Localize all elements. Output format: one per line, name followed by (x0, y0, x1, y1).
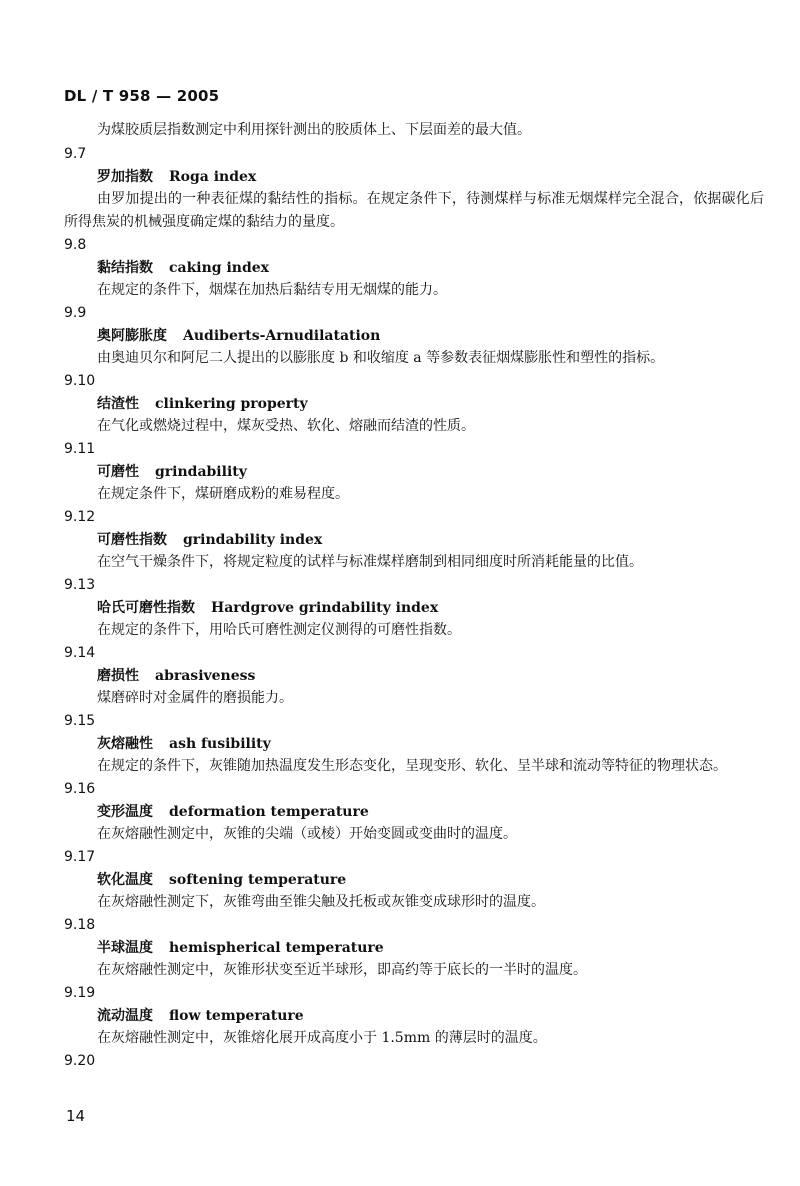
term-heading (64, 665, 764, 687)
term-english: caking index (169, 260, 269, 276)
term-definition: 在灰熔融性测定中，灰锥熔化展开成高度小于 1.5mm 的薄层时的温度。 (97, 1030, 547, 1046)
term-chinese: 半球温度 (97, 940, 153, 956)
term-definition: 在灰熔融性测定下，灰锥弯曲至锥尖触及托板或灰锥变成球形时的温度。 (97, 894, 545, 910)
term-heading (64, 529, 764, 551)
term-heading (64, 257, 764, 279)
term-chinese: 罗加指数 (97, 169, 153, 185)
clause-number: 9.12 (64, 509, 96, 525)
term-english: Hardgrove grindability index (211, 600, 439, 616)
term-definition: 在规定的条件下，用哈氏可磨性测定仪测得的可磨性指数。 (97, 622, 461, 638)
term-english: deformation temperature (169, 804, 369, 820)
clause-number: 9.10 (64, 373, 96, 389)
term-heading (64, 166, 764, 188)
term-entries-list (64, 143, 764, 1073)
term-chinese: 哈氏可磨性指数 (97, 600, 195, 616)
term-english: flow temperature (169, 1008, 304, 1024)
term-definition: 在规定条件下，煤研磨成粉的难易程度。 (97, 486, 349, 502)
term-chinese: 灰熔融性 (97, 736, 153, 752)
clause-number: 9.7 (64, 146, 87, 162)
term-definition: 由罗加提出的一种表征煤的黏结性的指标。在规定条件下，待测煤样与标准无烟煤样完全混合，依据碳化后所得焦炭的机械强度确定煤的黏结力的量度。 (64, 191, 764, 230)
term-chinese: 磨损性 (97, 668, 139, 684)
term-heading (64, 325, 764, 347)
term-entry (64, 982, 764, 1050)
term-heading (64, 461, 764, 483)
term-definition: 煤磨碎时对金属件的磨损能力。 (97, 690, 293, 706)
term-heading (64, 597, 764, 619)
term-definition: 在灰熔融性测定中，灰锥形状变至近半球形，即高约等于底长的一半时的温度。 (97, 962, 587, 978)
term-english: grindability (155, 464, 247, 480)
term-definition: 在规定的条件下，烟煤在加热后黏结专用无烟煤的能力。 (97, 282, 447, 298)
term-entry (64, 914, 764, 982)
term-chinese: 可磨性指数 (97, 532, 167, 548)
term-heading (64, 1005, 764, 1027)
clause-number: 9.8 (64, 237, 87, 253)
term-entry (64, 574, 764, 642)
term-chinese: 软化温度 (97, 872, 153, 888)
clause-number: 9.17 (64, 849, 96, 865)
term-heading (64, 937, 764, 959)
term-chinese: 结渣性 (97, 396, 139, 412)
clause-number: 9.11 (64, 441, 96, 457)
term-chinese: 流动温度 (97, 1008, 153, 1024)
term-definition: 在气化或燃烧过程中，煤灰受热、软化、熔融而结渣的性质。 (97, 418, 475, 434)
clause-number: 9.16 (64, 781, 96, 797)
term-english: softening temperature (169, 872, 347, 888)
term-chinese: 变形温度 (97, 804, 153, 820)
term-definition: 在空气干燥条件下，将规定粒度的试样与标准煤样磨制到相同细度时所消耗能量的比值。 (97, 554, 643, 570)
page-number: 14 (66, 1107, 86, 1125)
term-entry (64, 234, 764, 302)
term-heading (64, 801, 764, 823)
term-english: ash fusibility (169, 736, 271, 752)
page-header-standard-code: DL / T 958 — 2005 (64, 87, 220, 105)
clause-number: 9.13 (64, 577, 96, 593)
term-entry (64, 438, 764, 506)
term-entry (64, 710, 764, 778)
clause-number: 9.15 (64, 713, 96, 729)
term-english: grindability index (183, 532, 323, 548)
intro-paragraph: 为煤胶质层指数测定中利用探针测出的胶质体上、下层面差的最大值。 (97, 122, 531, 138)
term-entry (64, 778, 764, 846)
term-entry (64, 370, 764, 438)
term-entry (64, 642, 764, 710)
term-english: clinkering property (155, 396, 308, 412)
term-definition: 在灰熔融性测定中，灰锥的尖端（或棱）开始变圆或变曲时的温度。 (97, 826, 517, 842)
clause-number: 9.14 (64, 645, 96, 661)
term-heading (64, 869, 764, 891)
term-chinese: 可磨性 (97, 464, 139, 480)
term-chinese: 奥阿膨胀度 (97, 328, 167, 344)
term-heading (64, 733, 764, 755)
term-entry (64, 143, 764, 234)
term-english: hemispherical temperature (169, 940, 384, 956)
clause-number: 9.20 (64, 1053, 96, 1069)
term-english: Audiberts-Arnudilatation (183, 328, 381, 344)
term-definition: 在规定的条件下，灰锥随加热温度发生形态变化，呈现变形、软化、呈半球和流动等特征的物理状态。 (97, 758, 727, 774)
term-heading (64, 393, 764, 415)
term-definition: 由奥迪贝尔和阿尼二人提出的以膨胀度 b 和收缩度 a 等参数表征烟煤膨胀性和塑性的指标。 (97, 350, 665, 366)
term-english: Roga index (169, 169, 257, 185)
clause-number: 9.19 (64, 985, 96, 1001)
term-entry (64, 302, 764, 370)
term-english: abrasiveness (155, 668, 256, 684)
term-entry (64, 506, 764, 574)
term-entry (64, 846, 764, 914)
clause-number: 9.9 (64, 305, 87, 321)
clause-number: 9.18 (64, 917, 96, 933)
term-chinese: 黏结指数 (97, 260, 153, 276)
